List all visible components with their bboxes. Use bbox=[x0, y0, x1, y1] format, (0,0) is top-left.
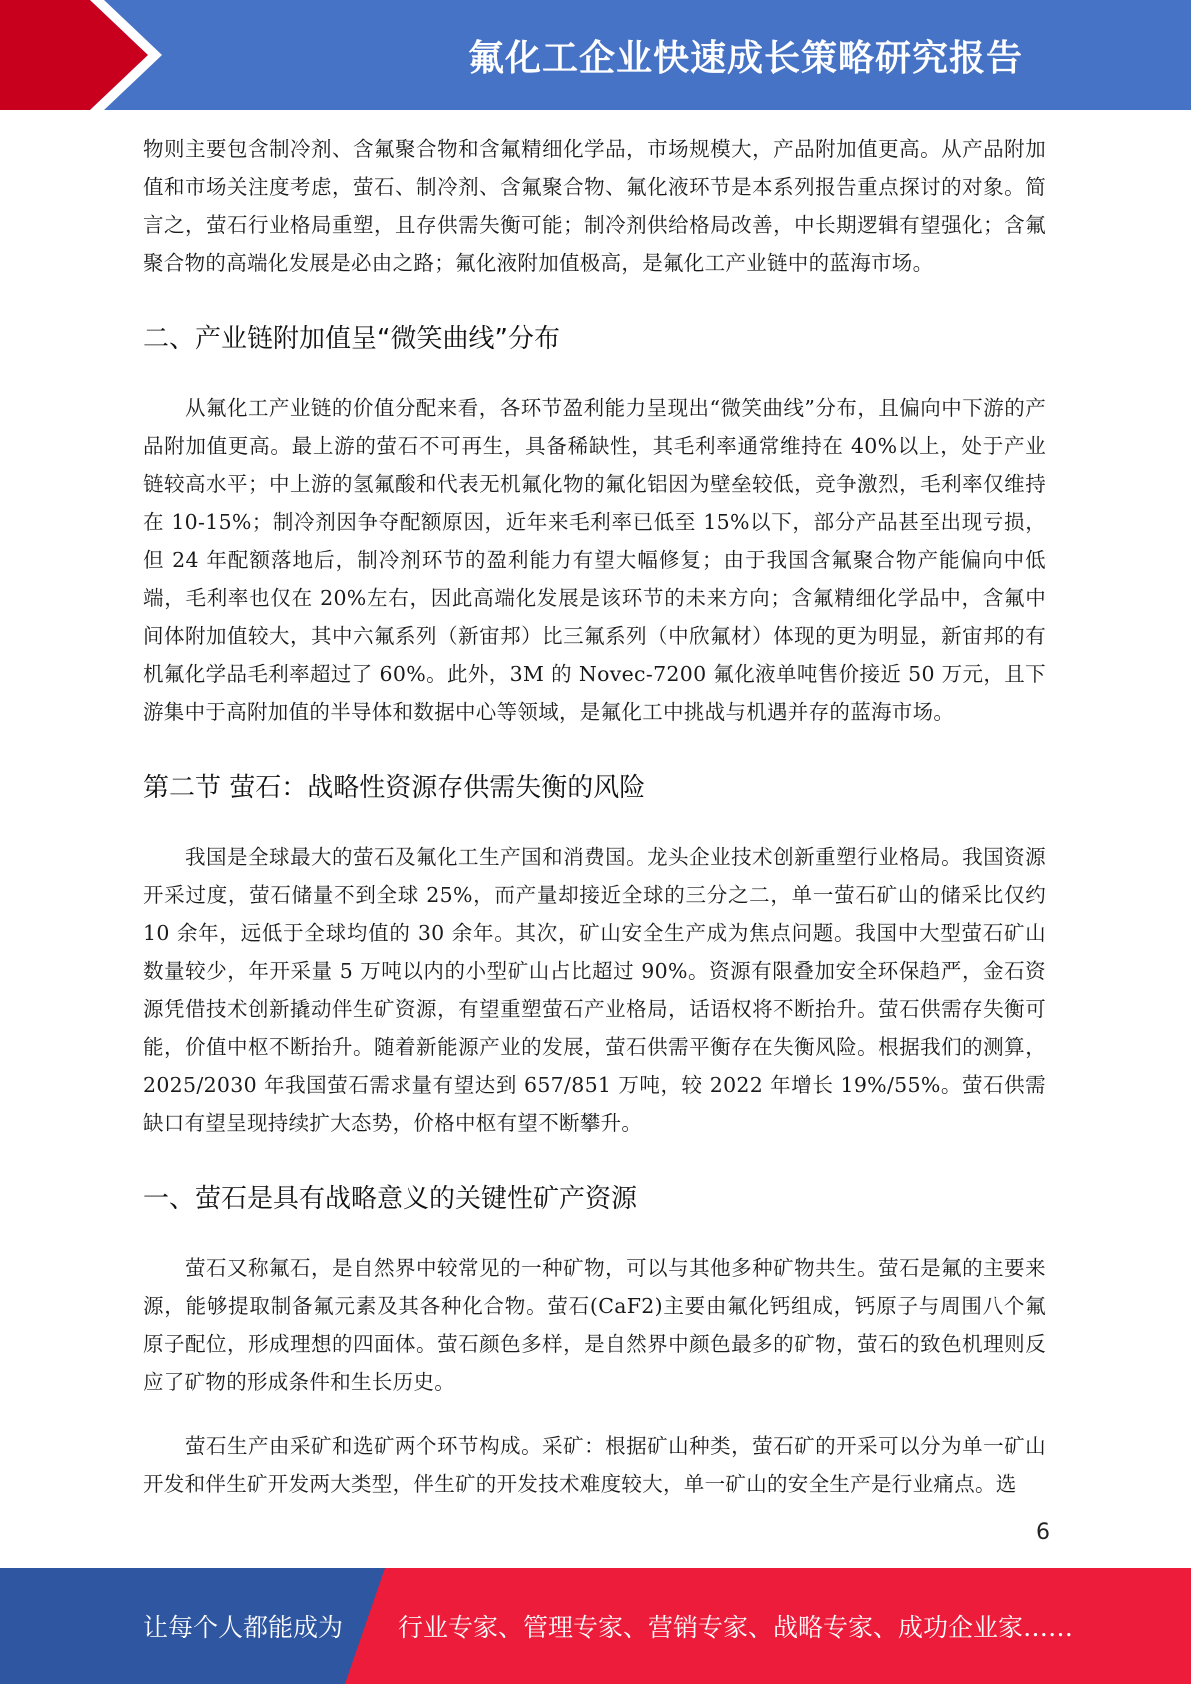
report-header bbox=[0, 0, 1191, 110]
section-heading: 一、萤石是具有战略意义的关键性矿产资源 bbox=[143, 1184, 638, 1214]
report-title: 氟化工企业快速成长策略研究报告 bbox=[467, 37, 1023, 79]
paragraph: 物则主要包含制冷剂、含氟聚合物和含氟精细化学品，市场规模大，产品附加值更高。从产品附加值和市场关注度考虑，萤石、制冷剂、含氟聚合物、氟化液环节是本系列报告重点探讨的对象。简言之，萤石行业格局重塑，且存供需失衡可能；制冷剂供给格局改善，中长期逻辑有望强化；含氟聚合物的高端化发展是必由之路；氟化液附加值极高，是氟化工产业链中的蓝海市场。 bbox=[143, 137, 1046, 275]
report-footer bbox=[0, 1568, 1191, 1684]
footer-slogan-right: 行业专家、管理专家、营销专家、战略专家、成功企业家…… bbox=[398, 1613, 1074, 1642]
paragraph: 萤石又称氟石，是自然界中较常见的一种矿物，可以与其他多种矿物共生。萤石是氟的主要来源，能够提取制备氟元素及其各种化合物。萤石(CaF2)主要由氟化钙组成，钙原子与周围八个氟原子配位，形成理想的四面体。萤石颜色多样，是自然界中颜色最多的矿物，萤石的致色机理则反应了矿物的形成条件和生长历史。 bbox=[143, 1256, 1046, 1394]
page-body bbox=[143, 130, 1046, 1503]
page-number: 6 bbox=[1036, 1520, 1050, 1545]
paragraph: 萤石生产由采矿和选矿两个环节构成。采矿：根据矿山种类，萤石矿的开采可以分为单一矿山开发和伴生矿开发两大类型，伴生矿的开发技术难度较大，单一矿山的安全生产是行业痛点。选 bbox=[143, 1434, 1046, 1496]
paragraph: 从氟化工产业链的价值分配来看，各环节盈利能力呈现出“微笑曲线”分布，且偏向中下游的产品附加值更高。最上游的萤石不可再生，具备稀缺性，其毛利率通常维持在 40%以上，处于产业链较高水平；中上游的氢氟酸和代表无机氟化物的氟化铝因为壁垒较低，竞争激烈，毛利率仅维持在 10-15%；制冷剂因争夺配额原因，近年来毛利率已低至 15%以下，部分产品甚至出现亏损，但 24 年配额落地后，制冷剂环节的盈利能力有望大幅修复；由于我国含氟聚合物产能偏向中低端，毛利率也仅在 20%左右，因此高端化发展是该环节的未来方向；含氟精细化学品中，含氟中间体附加值较大，其中六氟系列（新宙邦）比三氟系列（中欣氟材）体现的更为明显，新宙邦的有机氟化学品毛利率超过了 60%。此外，3M 的 Novec-7200 氟化液单吨售价接近 50 万元，且下游集中于高附加值的半导体和数据中心等领域，是氟化工中挑战与机遇并存的蓝海市场。 bbox=[143, 396, 1046, 724]
section-heading: 第二节 萤石：战略性资源存供需失衡的风险 bbox=[143, 773, 646, 803]
header-arrow-decoration bbox=[0, 0, 320, 110]
footer-slogan-left: 让每个人都能成为 bbox=[143, 1613, 344, 1642]
section-heading: 二、产业链附加值呈“微笑曲线”分布 bbox=[143, 324, 560, 354]
paragraph: 我国是全球最大的萤石及氟化工生产国和消费国。龙头企业技术创新重塑行业格局。我国资源开采过度，萤石储量不到全球 25%，而产量却接近全球的三分之二，单一萤石矿山的储采比仅约 10 余年，远低于全球均值的 30 余年。其次，矿山安全生产成为焦点问题。我国中大型萤石矿山数量较少，年开采量 5 万吨以内的小型矿山占比超过 90%。资源有限叠加安全环保趋严，金石资源凭借技术创新撬动伴生矿资源，有望重塑萤石产业格局，话语权将不断抬升。萤石供需存失衡可能，价值中枢不断抬升。随着新能源产业的发展，萤石供需平衡存在失衡风险。根据我们的测算，2025/2030 年我国萤石需求量有望达到 657/851 万吨，较 2022 年增长 19%/55%。萤石供需缺口有望呈现持续扩大态势，价格中枢有望不断攀升。 bbox=[143, 845, 1046, 1135]
